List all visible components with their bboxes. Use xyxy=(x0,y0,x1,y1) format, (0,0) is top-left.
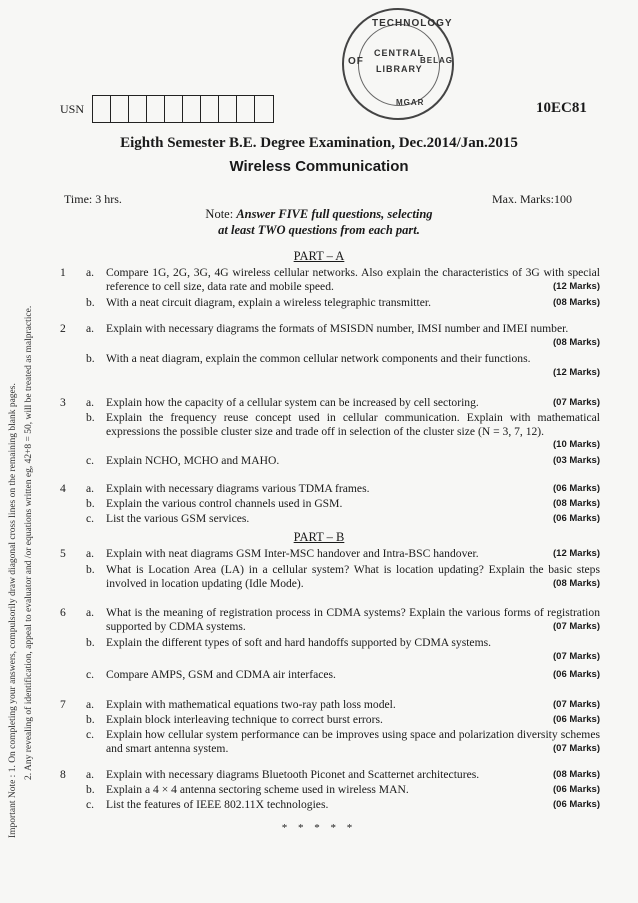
marks: (06 Marks) xyxy=(553,784,600,795)
marks: (08 Marks) xyxy=(553,336,600,348)
question-number: 2 xyxy=(60,322,66,335)
sub-label: a. xyxy=(86,606,95,619)
question-4a xyxy=(60,482,600,496)
marks: (08 Marks) xyxy=(553,498,600,509)
question-2a xyxy=(60,322,600,350)
sub-label: a. xyxy=(86,768,95,781)
question-text: What is Location Area (LA) in a cellular system? What is location updating? Explain the basic steps involved in location updating (Idle Mode). xyxy=(106,563,600,590)
question-3a xyxy=(60,396,600,410)
question-number: 4 xyxy=(60,482,66,495)
question-text: With a neat circuit diagram, explain a wireless telegraphic transmitter. xyxy=(106,296,431,309)
sub-label: b. xyxy=(86,497,95,510)
question-text: List the various GSM services. xyxy=(106,512,250,525)
stamp-text-right: BELAG xyxy=(420,56,453,65)
sub-label: b. xyxy=(86,352,95,365)
sub-label: b. xyxy=(86,563,95,576)
question-text: Explain with necessary diagrams the formats of MSISDN number, IMSI number and IMEI number. xyxy=(106,322,569,335)
question-text: Explain the frequency reuse concept used in cellular communication. Explain with mathematical expressions the possible cluster size and trade off in selection of the cluster size (N = 3, 7, 12). xyxy=(106,411,600,438)
usn-label: USN xyxy=(60,101,85,116)
sub-label: b. xyxy=(86,411,95,424)
question-1b xyxy=(60,296,600,310)
question-text: With a neat diagram, explain the common cellular network components and their functions. xyxy=(106,352,531,365)
usn-digit-box xyxy=(237,96,255,122)
marks: (08 Marks) xyxy=(553,769,600,780)
usn-digit-box xyxy=(111,96,129,122)
marks: (03 Marks) xyxy=(553,455,600,466)
note-line-2: at least TWO questions from each part. xyxy=(218,223,420,237)
sub-label: b. xyxy=(86,296,95,309)
stamp-text-center-2: LIBRARY xyxy=(376,64,423,74)
usn-boxes xyxy=(92,95,274,123)
subject-code: 10EC81 xyxy=(536,100,587,116)
sub-label: c. xyxy=(86,728,95,741)
question-5a xyxy=(60,547,600,561)
usn-digit-box xyxy=(201,96,219,122)
marks: (06 Marks) xyxy=(553,513,600,524)
note-line-1: Answer FIVE full questions, selecting xyxy=(236,207,433,221)
stamp-text-bottom: MGAR xyxy=(396,98,425,107)
sub-label: b. xyxy=(86,713,95,726)
question-8a xyxy=(60,768,600,782)
question-4b xyxy=(60,497,600,511)
question-text: Explain a 4 × 4 antenna sectoring scheme used in wireless MAN. xyxy=(106,783,409,796)
question-6c xyxy=(60,668,600,682)
question-7c xyxy=(60,728,600,756)
exam-note xyxy=(0,206,638,238)
question-number: 7 xyxy=(60,698,66,711)
question-number: 8 xyxy=(60,768,66,781)
sub-label: a. xyxy=(86,482,95,495)
sub-label: b. xyxy=(86,636,95,649)
marks: (06 Marks) xyxy=(553,714,600,725)
question-text: List the features of IEEE 802.11X technologies. xyxy=(106,798,329,811)
sub-label: a. xyxy=(86,266,95,279)
note-label: Note: xyxy=(205,207,237,221)
exam-time: Time: 3 hrs. xyxy=(64,192,122,206)
side-note-line-2: 2. Any revealing of identification, appeal to evaluator and /or equations written eg, 42+8 = 50, will be treated as malpractice. xyxy=(24,305,34,780)
marks: (08 Marks) xyxy=(553,297,600,308)
marks: (07 Marks) xyxy=(553,397,600,408)
sub-label: c. xyxy=(86,454,95,467)
question-number: 5 xyxy=(60,547,66,560)
exam-title: Eighth Semester B.E. Degree Examination, Dec.2014/Jan.2015 xyxy=(120,135,518,151)
marks: (10 Marks) xyxy=(553,439,600,451)
marks: (06 Marks) xyxy=(553,669,600,680)
usn-digit-box xyxy=(93,96,111,122)
usn-digit-box xyxy=(219,96,237,122)
marks: (12 Marks) xyxy=(553,366,600,378)
question-3c xyxy=(60,454,600,468)
question-text: Compare AMPS, GSM and CDMA air interfaces. xyxy=(106,668,336,681)
end-of-paper-stars: * * * * * xyxy=(281,822,357,834)
marks: (06 Marks) xyxy=(553,483,600,494)
question-number: 1 xyxy=(60,266,66,279)
question-8b xyxy=(60,783,600,797)
question-number: 6 xyxy=(60,606,66,619)
sub-label: a. xyxy=(86,322,95,335)
sub-label: a. xyxy=(86,396,95,409)
question-7a xyxy=(60,698,600,712)
question-text: Explain with neat diagrams GSM Inter-MSC handover and Intra-BSC handover. xyxy=(106,547,479,560)
question-text: Explain block interleaving technique to correct burst errors. xyxy=(106,713,383,726)
question-8c xyxy=(60,798,600,812)
sub-label: b. xyxy=(86,783,95,796)
marks: (07 Marks) xyxy=(553,742,600,754)
stamp-text-left: OF xyxy=(348,56,364,67)
library-stamp xyxy=(342,8,454,120)
sub-label: c. xyxy=(86,668,95,681)
marks: (07 Marks) xyxy=(553,620,600,632)
question-1a xyxy=(60,266,600,294)
marks: (08 Marks) xyxy=(553,577,600,589)
question-5b xyxy=(60,563,600,591)
subject-title: Wireless Communication xyxy=(229,158,409,175)
usn-digit-box xyxy=(147,96,165,122)
question-text: Explain with mathematical equations two-ray path loss model. xyxy=(106,698,396,711)
question-number: 3 xyxy=(60,396,66,409)
question-7b xyxy=(60,713,600,727)
part-a-heading: PART – A xyxy=(293,249,345,263)
sub-label: a. xyxy=(86,547,95,560)
question-text: Explain how cellular system performance can be improves using space and polarization diversity schemes and smart antenna system. xyxy=(106,728,600,755)
sub-label: c. xyxy=(86,512,95,525)
question-text: Explain the different types of soft and hard handoffs supported by CDMA systems. xyxy=(106,636,492,649)
marks: (07 Marks) xyxy=(553,699,600,710)
usn-digit-box xyxy=(255,96,273,122)
question-2b xyxy=(60,352,600,380)
usn-digit-box xyxy=(129,96,147,122)
marks: (12 Marks) xyxy=(553,280,600,292)
important-side-note xyxy=(5,228,39,838)
question-4c xyxy=(60,512,600,526)
side-note-line-1: Important Note : 1. On completing your answers, compulsorily draw diagonal cross lines on the remaining blank pages. xyxy=(8,383,18,838)
usn-digit-box xyxy=(165,96,183,122)
stamp-text-center-1: CENTRAL xyxy=(374,48,424,58)
question-6a xyxy=(60,606,600,634)
max-marks: Max. Marks:100 xyxy=(492,192,572,206)
question-text: What is the meaning of registration process in CDMA systems? Explain the various forms of registration supported by CDMA systems. xyxy=(106,606,600,633)
usn-row xyxy=(60,95,274,123)
sub-label: c. xyxy=(86,798,95,811)
question-text: Compare 1G, 2G, 3G, 4G wireless cellular networks. Also explain the characteristics of 3G with special reference to cell size, data rate and mobile speed. xyxy=(106,266,600,293)
question-text: Explain with necessary diagrams Bluetooth Piconet and Scatternet architectures. xyxy=(106,768,480,781)
part-b-heading: PART – B xyxy=(293,530,345,544)
stamp-text-top: TECHNOLOGY xyxy=(372,18,453,29)
question-text: Explain with necessary diagrams various TDMA frames. xyxy=(106,482,370,495)
question-text: Explain NCHO, MCHO and MAHO. xyxy=(106,454,280,467)
usn-digit-box xyxy=(183,96,201,122)
question-text: Explain the various control channels used in GSM. xyxy=(106,497,343,510)
sub-label: a. xyxy=(86,698,95,711)
marks: (07 Marks) xyxy=(553,650,600,662)
marks: (12 Marks) xyxy=(553,548,600,559)
question-3b xyxy=(60,411,600,453)
question-6b xyxy=(60,636,600,664)
question-text: Explain how the capacity of a cellular system can be increased by cell sectoring. xyxy=(106,396,479,409)
marks: (06 Marks) xyxy=(553,799,600,810)
